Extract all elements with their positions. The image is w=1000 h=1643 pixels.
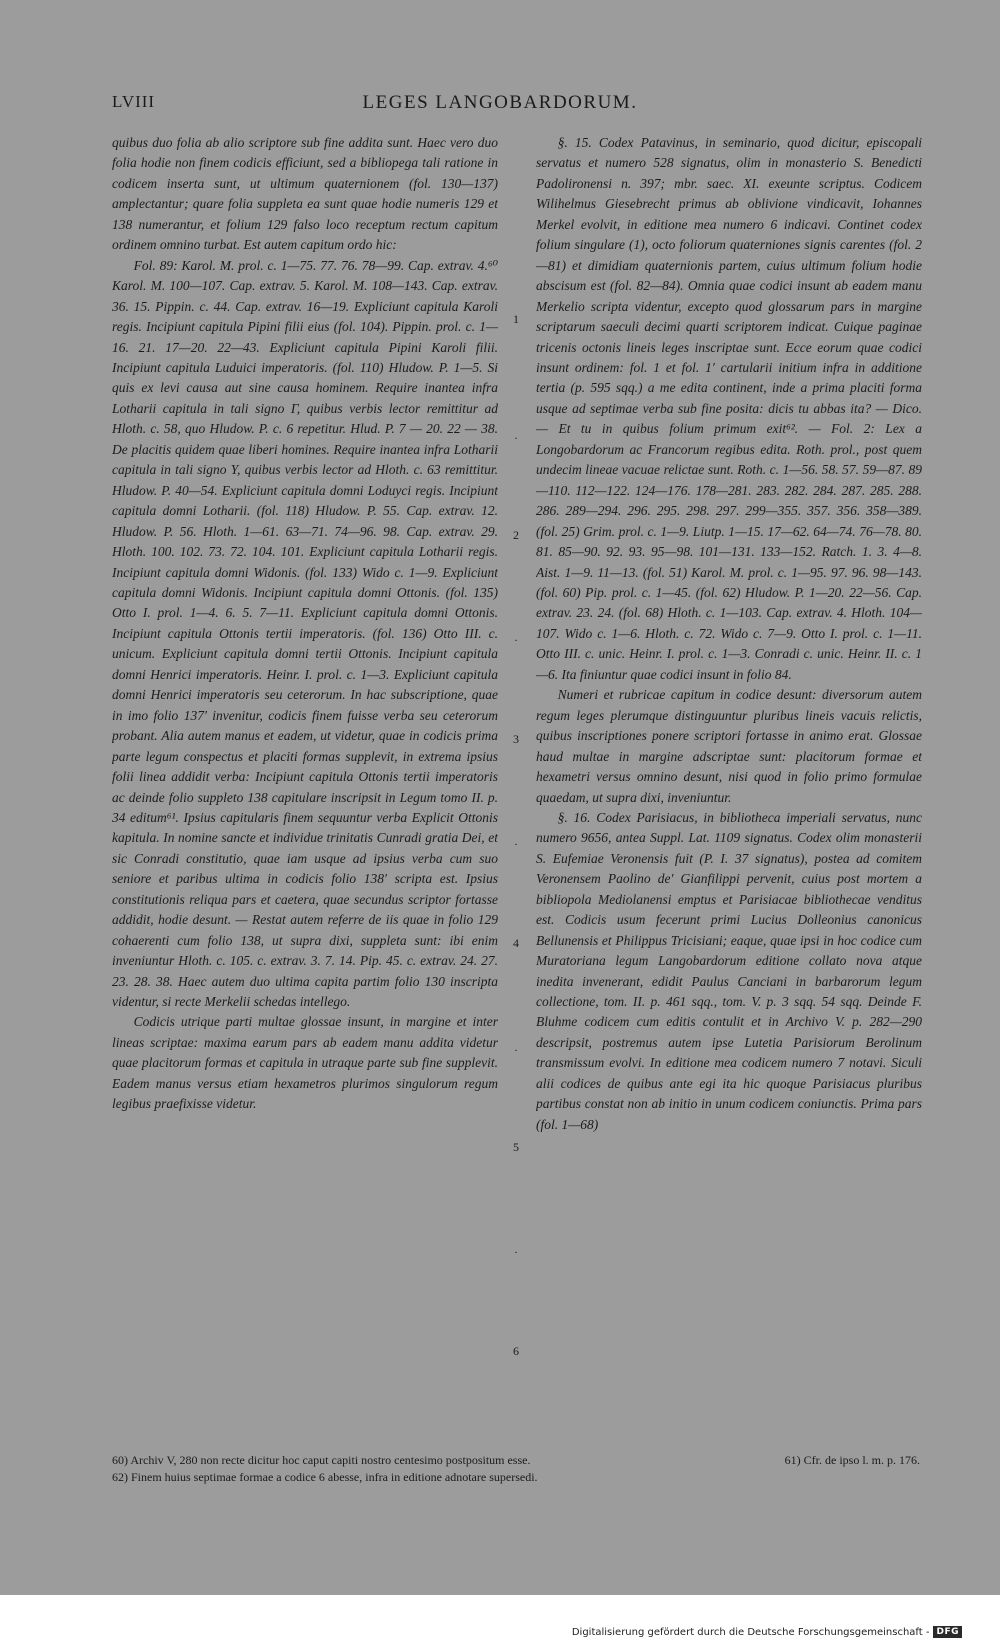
right-column bbox=[536, 133, 922, 1433]
margin-number: 3 bbox=[513, 732, 519, 746]
footnote-62: 62) Finem huius septimae formae a codice 6 abesse, infra in editione adnotare supersedi. bbox=[112, 1470, 538, 1484]
digitization-footer bbox=[0, 1595, 1000, 1643]
footnote-60: 60) Archiv V, 280 non recte dicitur hoc caput capiti nostro centesimo postpositum esse. bbox=[112, 1453, 531, 1467]
margin-number: . bbox=[514, 834, 518, 848]
dfg-logo-icon: DFG bbox=[933, 1626, 962, 1638]
left-paragraph-2: Fol. 89: Karol. M. prol. c. 1—75. 77. 76. 78—99. Cap. extrav. 4.⁶⁰ Karol. M. 100—107. Cap. extrav. 5. Karol. M. 108—143. Cap. extrav. 36. 15. Pippin. c. 44. Cap. extrav. 16—19. Expliciunt capitula Karoli regis. Incipiunt capitula Pipini filii eius (fol. 104). Pippin. prol. c. 1—16. 21. 17—20. 22—43. Expliciunt capitula Pipini Karoli filii. Incipiunt capitula Luduici imperatoris. (fol. 110) Hludow. P. 1—5. Si quis ex levi causa aut sine causa hominem. Require inantea infra Lotharii capitula in tali signo Γ, quibus verbis lector remittitur ad Hloth. c. 58, quo Hludow. P. c. 6 repetitur. Hlud. P. 7 — 20. 22 — 38. De placitis quidem quae liberi homines. Require inantea infra Lotharii capitula in tali signo Υ, quibus verbis lector ad Hloth. c. 63 remittitur. Hludow. P. 40—54. Expliciunt capitula domni Loduyci regis. Incipiunt capitula domni Lotharii. (fol. 118) Hludow. P. 55. Cap. extrav. 12. Hludow. P. 56. Hloth. 1—61. 63—71. 74—96. 98. Cap. extrav. 29. Hloth. 100. 102. 73. 72. 104. 101. Expliciunt capitula Lotharii regis. Incipiunt capitula domni Widonis. (fol. 133) Wido c. 1—9. Expliciunt capitula domni Widonis. Incipiunt capitula domni Ottonis. (fol. 135) Otto I. prol. 1—4. 6. 5. 7—11. Expliciunt capitula domni Ottonis. Incipiunt capitula Ottonis tertii imperatoris. (fol. 136) Otto III. c. unicum. Expliciunt capitula domni tertii Ottonis. Incipiunt capitula domni Henrici imperatoris. Heinr. I. prol. c. 1—3. Expliciunt capitula domni Henrici imperatoris seu ceterorum. In hac subscriptione, quae in imo folio 137′ invenitur, codicis finem fuisse verba seu ceterorum probant. Alia autem manus et eadem, ut videtur, quae in codicis prima parte legum conspectus et placiti formas supplevit, in extrema ipsius folii linea addidit verba: Incipiunt capitula Ottonis tertii imperatoris ac deinde folio suppleto 138 capitulare inscripsit in Legum tomo II. p. 34 editum⁶¹. Ipsius capitularis finem sequuntur verba Explicit Ottonis kapitula. In nomine sancte et individue trinitatis Cunradi gratia Dei, et sic Conradi constitutio, quae iam usque ad ipsius verba cum suo seniore et paribus ultima in codicis folio 138′ scripta est. Ipsius constitutionis reliqua pars et caetera, quae secundus scriptor fortasse addidit, hodie desunt. — Restat autem referre de iis quae in folio 129 cohaerenti cum folio 138, ut supra dixi, suppleta sunt: ibi enim inveniuntur Hloth. c. 105. c. extrav. 3. 7. 14. Pip. 45. c. extrav. 24. 27. 23. 28. 38. Haec autem duo ultima capita partim folio 130 inscripta videntur, si recte Merkelii schedas intellego. bbox=[112, 257, 498, 1010]
right-paragraph-1: §. 15. Codex Patavinus, in seminario, quod dicitur, episcopali servatus et numero 528 signatus, olim in monasterio S. Benedicti Padolironensi n. 397; mbr. saec. XI. exeunte scriptus. Codicem Wilihelmus Giesebrecht primus ab oblivione vindicavit, Iohannes Merkel evolvit, in editione mea numero 6 indicavi. Continet codex folium singulare (1), octo foliorum quaterniones signis carentes (fol. 2—81) et dimidiam quaternionis partem, cuius ultimum folium hodie abscisum est (fol. 82—84). Omnia quae codici insunt ab eadem manu Merkelio scripta videntur, excepto quod glossarum pars in margine scriptarum saeculi decimi quarti scriptorem indicat. Cuique paginae tricenis octonis lineis leges inscriptae sunt. Ecce eorum quae codici insunt ordinem: fol. 1 et fol. 1′ cartularii initium infra in additione tertia (p. 595 sqq.) a me edita continent, inde a prima placiti forma usque ad septimae verba sub fine posita: dicis tu abbas ita? — Dico. — Et tu in quibus folium primum exit⁶². — Fol. 2: Lex a Longobardorum ac Francorum regibus edita. Roth. prol., post quem undecim lineae vacuae relictae sunt. Roth. c. 1—56. 58. 57. 59—87. 89—110. 112—122. 124—176. 178—281. 283. 282. 284. 287. 285. 288. 286. 289—294. 296. 295. 298. 297. 299—355. 357. 356. 358—389. (fol. 25) Grim. prol. c. 1—9. Liutp. 1—15. 17—62. 64—74. 76—78. 80. 81. 85—90. 92. 93. 95—98. 101—131. 133—152. Ratch. 1. 3. 4—8. Aist. 1—9. 11—13. (fol. 51) Karol. M. prol. c. 1—95. 97. 96. 98—143. (fol. 60) Pip. prol. c. 1—45. (fol. 62) Hludow. P. 1—20. 22—56. Cap. extrav. 23. 24. (fol. 68) Hloth. c. 1—103. Cap. extrav. 4. Hloth. 104—107. Wido c. 1—6. Hloth. c. 72. Wido c. 7—9. Otto I. prol. c. 1—11. Otto III. c. unic. Heinr. I. prol. c. 1—3. Conradi c. unic. Heinr. II. c. 1—6. Ita finiuntur quae codici insunt in folio 84. bbox=[536, 135, 922, 682]
margin-number: 4 bbox=[513, 936, 519, 950]
left-paragraph-1: quibus duo folia ab alio scriptore sub fine addita sunt. Haec vero duo folia hodie non finem codicis efficiunt, sed a bibliopega tali ratione in codicem inserta sunt, ut ultimum quaternionem (fol. 130—137) amplectantur; quare folia suppleta ea sunt quae hodie numeris 129 et 138 numerantur, et folium 129 falso loco receptum rectum capitum ordinem omnino turbat. Est autem capitum ordo hic: bbox=[112, 135, 498, 253]
right-paragraph-3: §. 16. Codex Parisiacus, in bibliotheca imperiali servatus, nunc numero 9656, antea Suppl. Lat. 1109 signatus. Codex olim monasterii S. Eufemiae Veronensis fuit (P. I. 37 signatus), postea ad comitem Veronensem Paolino de' Gianfilippi pervenit, cuius post mortem a bibliopola Mediolanensi emptus et Parisiacae bibliothecae venditus est. Codicis usum fecerunt primi Lucius Dolleonius canonicus Bellunensis et Philippus Tricisiani; eaque, quae ipsi in hoc codice cum Muratoriana legum Langobardorum editione collato nova atque inedita invenerant, edidit Paulus Canciani in barbarorum legum collectione, tom. II. p. 461 sqq., tom. V. p. 3 sqq. 54 sqq. Deinde F. Bluhme codicem cum editis contulit et in Archivo V. p. 282—290 descripsit, postremus autem ipse Lutetia Parisiorum Berolinum transmissum evolvi. In editione mea codicem numero 7 notavi. Siculi alii codices de quibus ante egi ita hic quoque Parisiacus pluribus partibus constat non ab initio in unum codicem coniunctis. Prima pars (fol. 1—68) bbox=[536, 809, 922, 1132]
footnote-61: 61) Cfr. de ipso l. m. p. 176. bbox=[784, 1453, 920, 1467]
left-column bbox=[112, 133, 498, 1433]
margin-number: 2 bbox=[513, 528, 519, 542]
margin-number: 1 bbox=[513, 312, 519, 326]
margin-number: . bbox=[514, 428, 518, 442]
margin-number: 5 bbox=[513, 1140, 519, 1154]
page-number: LVIII bbox=[112, 92, 156, 111]
footnotes bbox=[112, 1452, 920, 1486]
margin-number: . bbox=[514, 1242, 518, 1256]
right-paragraph-2: Numeri et rubricae capitum in codice desunt: diversorum autem regum leges plerumque distinguuntur pluribus lineis vacuis relictis, quibus inscriptiones ponere scriptori fortasse in animo erat. Glossae haud multae in margine adscriptae sunt: placitorum formae et hexametri versus omnino desunt, nisi quod in folio primo formulae quaedam, ut supra dixi, inveniuntur. bbox=[536, 687, 922, 805]
left-paragraph-3: Codicis utrique parti multae glossae insunt, in margine et inter lineas scriptae: maxima earum pars ab eadem manu addita videtur quae placitorum formas et capitula in utraque parte sub fine supplevit. Eadem manus versus etiam hexametros plurimos singulorum regum legibus praefixisse videtur. bbox=[112, 1014, 498, 1112]
funding-text: Digitalisierung gefördert durch die Deutsche Forschungsgemeinschaft - bbox=[571, 1626, 930, 1638]
margin-number: . bbox=[514, 1040, 518, 1054]
running-title: LEGES LANGOBARDORUM. bbox=[362, 92, 638, 113]
margin-number: 6 bbox=[513, 1344, 519, 1358]
funding-notice bbox=[572, 1626, 962, 1638]
footnote-row bbox=[112, 1452, 920, 1469]
page-header bbox=[0, 92, 1000, 122]
margin-number: . bbox=[514, 630, 518, 644]
